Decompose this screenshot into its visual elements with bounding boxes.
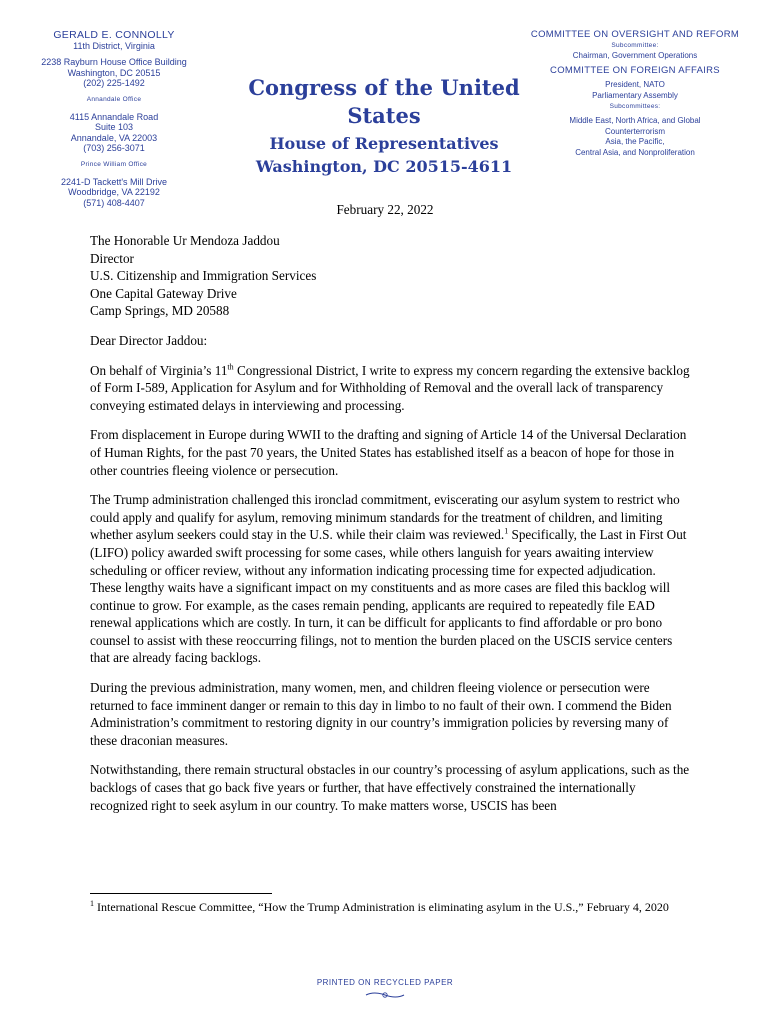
salutation: Dear Director Jaddou: xyxy=(90,332,208,348)
dc-office-line: (202) 225-1492 xyxy=(83,78,145,89)
paragraph-text: On behalf of Virginia’s 11 xyxy=(90,362,228,378)
member-name: GERALD E. CONNOLLY xyxy=(53,29,175,41)
paragraph-text: Specifically, the Last in First Out (LIFO) policy awarded swift processing for some cases, while others languish for years awaiting interview scheduling or officer review, without any information indicating processing time for expected adjudication. These lengthy waits have a significant impact on my constituents and as more cases are filed this backlog will continue to grow. For example, as the cases remain pending, applicants are required to repeatedly file EAD renewal applications which are costly. In turn, it can be difficult for applicants to find affordable or pro bono counsel to assist with these reoccurring filings, not to mention the burden placed on the USCIS service centers that are already facing backlogs. xyxy=(90,527,687,666)
footnote-number: 1 xyxy=(90,899,94,908)
committee-foreign-affairs: COMMITTEE ON FOREIGN AFFAIRS xyxy=(550,64,720,76)
footnote xyxy=(90,899,690,915)
recipient-line: Camp Springs, MD 20588 xyxy=(90,303,230,319)
member-office-info xyxy=(40,30,188,208)
recipient-address xyxy=(90,232,690,320)
recycle-icon xyxy=(364,990,406,1000)
footnote-divider xyxy=(90,893,272,894)
house-title: House of Representatives xyxy=(269,134,499,153)
subcommittee-label: Subcommittee: xyxy=(611,41,659,49)
subcommittee-line: Central Asia, and Nonproliferation xyxy=(575,147,695,157)
paragraph-3 xyxy=(90,491,690,667)
pw-office-line: (571) 408-4407 xyxy=(83,197,145,208)
subcommittee-line: Middle East, North Africa, and Global xyxy=(569,116,701,126)
paragraph-text: The Trump administration challenged this ironclad commitment, eviscerating our asylum system to restrict who could apply and qualify for asylum, removing minimum standards for the treatment of children, and limiting whether asylum seekers could stay in the U.S. while their claim was reviewed. xyxy=(90,492,680,543)
paragraph-2: From displacement in Europe during WWII to the drafting and signing of Article 14 of the Universal Declaration of Human Rights, for the past 70 years, the United States has established itself as a beacon of hope for those in other countries fleeing violence or persecution. xyxy=(90,427,687,478)
washington-title: Washington, DC 20515-4611 xyxy=(255,157,513,176)
footnote-text: International Rescue Committee, “How the Trump Administration is eliminating asylum in the U.S.,” February 4, 2020 xyxy=(94,900,669,914)
dc-office-line: 2238 Rayburn House Office Building xyxy=(41,57,187,68)
annandale-office-line: (703) 256-3071 xyxy=(83,143,145,154)
recipient-line: Director xyxy=(90,250,134,266)
subcommittees-label: Subcommittees: xyxy=(609,102,661,110)
committee-info xyxy=(530,30,740,159)
annandale-office-line: Suite 103 xyxy=(94,122,134,133)
paragraph-1 xyxy=(90,362,690,415)
recipient-line: U.S. Citizenship and Immigration Services xyxy=(90,268,317,284)
subcommittee-line: Counterterrorism xyxy=(604,126,665,136)
dc-office-line: Washington, DC 20515 xyxy=(67,67,161,78)
nato-role-line2: Parliamentary Assembly xyxy=(592,90,678,100)
paragraph-text: Congressional District, I write to express my concern regarding the extensive backlog of Form I-589, Application for Asylum and for Withholding of Removal and the overall lack of transparency conveying estimated delays in interviewing and processing. xyxy=(90,362,690,413)
nato-role: President, NATO xyxy=(605,80,665,90)
letterhead-title xyxy=(210,74,558,178)
letter-date: February 22, 2022 xyxy=(336,202,434,217)
pw-office-label: Prince William Office xyxy=(80,160,148,168)
recipient-line: One Capital Gateway Drive xyxy=(90,285,237,301)
printed-on-recycled-paper: PRINTED ON RECYCLED PAPER xyxy=(316,978,454,987)
annandale-office-label: Annandale Office xyxy=(86,95,142,103)
ordinal-suffix: th xyxy=(227,362,234,372)
committee-oversight: COMMITTEE ON OVERSIGHT AND REFORM xyxy=(530,29,740,40)
pw-office-line: 2241-D Tackett's Mill Drive xyxy=(60,176,168,187)
annandale-office-line: 4115 Annandale Road xyxy=(69,111,159,122)
pw-office-line: Woodbridge, VA 22192 xyxy=(68,187,160,198)
letter-body xyxy=(90,232,690,826)
annandale-office-line: Annandale, VA 22003 xyxy=(70,132,158,143)
district: 11th District, Virginia xyxy=(73,40,155,51)
recipient-line: The Honorable Ur Mendoza Jaddou xyxy=(90,233,280,248)
subcommittee-line: Asia, the Pacific, xyxy=(605,137,665,147)
paragraph-5: Notwithstanding, there remain structural obstacles in our country’s processing of asylum applications, such as the backlogs of cases that go back five years or further, that have effectively constrained the internationally recognized right to seek asylum in our country. To make matters worse, USCIS has been xyxy=(90,762,690,813)
congress-title: Congress of the United States xyxy=(248,75,520,128)
subcommittee-chair: Chairman, Government Operations xyxy=(572,51,698,61)
footnote-ref: 1 xyxy=(504,526,509,536)
paragraph-4: During the previous administration, many women, men, and children fleeing violence or persecution were returned to face imminent danger or remain to this day in limbo to no fault of their own. I commend the Biden Administration’s commitment to restoring dignity in our country’s immigration policies by reversing many of these draconian measures. xyxy=(90,680,672,748)
